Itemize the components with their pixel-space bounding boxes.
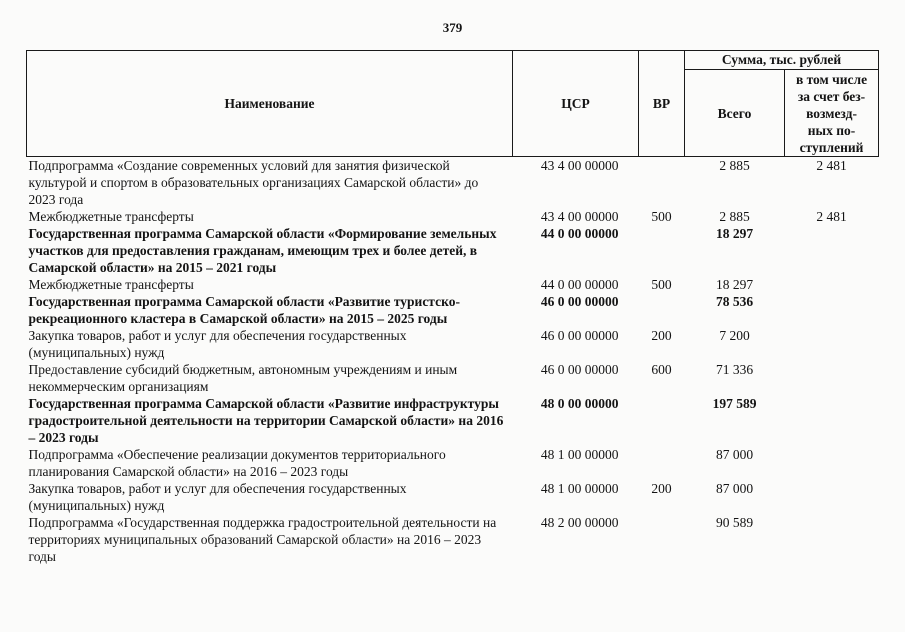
row-csr: 48 0 00 00000 [540,396,619,411]
header-free-line: ступлений [799,140,864,155]
table-row [27,225,879,276]
row-total: 71 336 [715,362,754,377]
row-csr: 48 2 00 00000 [540,515,619,530]
row-free [785,480,879,514]
table-row [27,480,879,514]
row-name: Государственная программа Самарской области «Развитие инфраструктуры градостроительной деятельности на территории Самарской области» на 2016 – 2023 годы [28,396,504,445]
row-free [785,514,879,565]
table-row [27,276,879,293]
row-csr: 46 0 00 00000 [540,362,619,377]
table-row [27,293,879,327]
header-free-line: в том числе [795,72,868,87]
row-name: Закупка товаров, работ и услуг для обеспечения государственных (муниципальных) нужд [28,328,407,360]
row-name: Подпрограмма «Обеспечение реализации документов территориального планирования Самарской области» на 2016 – 2023 годы [28,447,446,479]
table-row [27,327,879,361]
row-csr: 46 0 00 00000 [540,294,619,309]
row-free [785,327,879,361]
row-csr: 44 0 00 00000 [540,226,619,241]
row-name: Межбюджетные трансферты [28,277,194,292]
row-total: 18 297 [715,277,754,292]
row-csr: 48 1 00 00000 [540,447,619,462]
row-name: Межбюджетные трансферты [28,209,194,224]
header-free [785,70,879,157]
table-row [27,446,879,480]
row-name: Подпрограмма «Государственная поддержка градостроительной деятельности на территориях муниципальных образований Самарской области» на 2016 – 2023 годы [28,515,497,564]
table-header [27,51,879,157]
row-vr [639,514,685,565]
row-free [785,276,879,293]
row-csr: 46 0 00 00000 [540,328,619,343]
row-free [785,446,879,480]
row-free [785,225,879,276]
header-csr: ЦСР [513,51,639,157]
row-total: 2 885 [719,209,750,224]
row-name: Предоставление субсидий бюджетным, автономным учреждениям и иным некоммерческим организациям [28,362,458,394]
row-total: 87 000 [715,447,754,462]
row-name: Государственная программа Самарской области «Развитие туристско-рекреационного кластера в Самарской области» на 2015 – 2025 годы [28,294,460,326]
row-vr: 200 [651,481,672,496]
row-name: Закупка товаров, работ и услуг для обеспечения государственных (муниципальных) нужд [28,481,407,513]
row-total: 18 297 [715,226,754,241]
row-free: 2 481 [816,209,847,224]
table-row [27,361,879,395]
row-total: 197 589 [712,396,757,411]
row-csr: 43 4 00 00000 [540,209,619,224]
row-vr: 600 [651,362,672,377]
table-body [27,157,879,566]
header-total: Всего [685,70,785,157]
row-vr [639,225,685,276]
row-vr [639,446,685,480]
row-vr: 500 [651,277,672,292]
row-free [785,293,879,327]
row-name: Подпрограмма «Создание современных условий для занятия физической культурой и спортом в образовательных организациях Самарской области» до 2023 года [28,158,479,207]
row-vr [639,395,685,446]
row-free [785,361,879,395]
header-name: Наименование [27,51,513,157]
table-row [27,395,879,446]
row-total: 7 200 [719,328,750,343]
row-total: 78 536 [715,294,754,309]
table-row [27,514,879,565]
row-total: 87 000 [715,481,754,496]
header-vr: ВР [639,51,685,157]
budget-table [26,50,879,565]
row-csr: 43 4 00 00000 [540,158,619,173]
page-number: 379 [442,20,463,35]
header-sum: Сумма, тыс. рублей [685,51,879,70]
row-csr: 48 1 00 00000 [540,481,619,496]
row-vr [639,293,685,327]
header-free-line: за счет без- [797,89,866,104]
row-csr: 44 0 00 00000 [540,277,619,292]
row-vr: 200 [651,328,672,343]
row-free [785,395,879,446]
table-row [27,208,879,225]
row-total: 90 589 [715,515,754,530]
row-free: 2 481 [816,158,847,173]
row-name: Государственная программа Самарской области «Формирование земельных участков для предоставления гражданам, имеющим трех и более детей, в Самарской области» на 2015 – 2021 годы [28,226,497,275]
table-row [27,157,879,209]
row-vr [639,157,685,209]
row-vr: 500 [651,209,672,224]
header-free-line: ных по- [807,123,856,138]
row-total: 2 885 [719,158,750,173]
header-free-line: возмезд- [806,106,857,121]
